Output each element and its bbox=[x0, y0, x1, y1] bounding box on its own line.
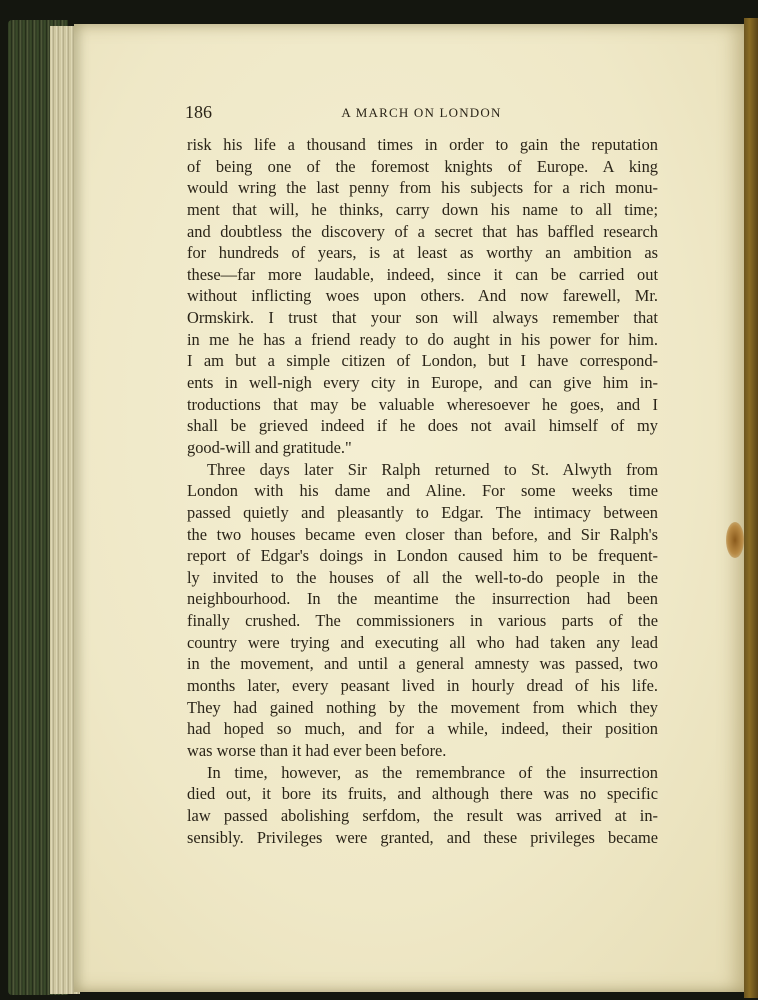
paper-stain bbox=[726, 522, 744, 558]
text-line: country were trying and executing all who had taken any lead bbox=[187, 632, 658, 652]
text-line: report of Edgar's doings in London caused him to be frequent- bbox=[187, 546, 658, 566]
text-line: of being one of the foremost knights of Europe. A king bbox=[187, 156, 658, 176]
text-line: risk his life a thousand times in order to gain the reputation bbox=[187, 135, 658, 154]
text-line: the two houses became even closer than before, and Sir Ralph's bbox=[187, 524, 658, 544]
text-line: died out, it bore its fruits, and although there was no specific bbox=[187, 784, 658, 804]
running-title: A MARCH ON LONDON bbox=[341, 105, 502, 120]
text-line: these—far more laudable, indeed, since it can be carried out bbox=[187, 264, 658, 284]
text-line: passed quietly and pleasantly to Edgar. The intimacy between bbox=[187, 502, 658, 522]
text-line: They had gained nothing by the movement from which they bbox=[187, 697, 658, 717]
text-line: in me he has a friend ready to do aught in his power for him. bbox=[187, 329, 658, 349]
text-line: neighbourhood. In the meantime the insurrection had been bbox=[187, 589, 658, 609]
text-line: troductions that may be valuable wheresoever he goes, and I bbox=[187, 394, 658, 414]
text-line: Ormskirk. I trust that your son will always remember that bbox=[187, 308, 658, 328]
page-header bbox=[185, 102, 658, 124]
text-line: would wring the last penny from his subjects for a rich monu- bbox=[187, 178, 658, 198]
text-line: without inflicting woes upon others. And now farewell, Mr. bbox=[187, 286, 658, 306]
text-line: was worse than it had ever been before. bbox=[187, 740, 447, 760]
text-line: Three days later Sir Ralph returned to St. Alwyth from bbox=[207, 459, 658, 479]
text-line: finally crushed. The commissioners in various parts of the bbox=[187, 611, 658, 631]
text-line: shall be grieved indeed if he does not avail himself of my bbox=[187, 416, 658, 436]
body-text bbox=[187, 134, 658, 848]
text-line: I am but a simple citizen of London, but I have correspond- bbox=[187, 351, 658, 371]
page-number: 186 bbox=[185, 102, 212, 122]
text-line: ment that will, he thinks, carry down his name to all time; bbox=[187, 199, 658, 219]
text-line: months later, every peasant lived in hourly dread of his life. bbox=[187, 676, 658, 696]
facing-page-edge bbox=[744, 18, 758, 998]
text-line: in the movement, and until a general amnesty was passed, two bbox=[187, 654, 658, 674]
text-line: for hundreds of years, is at least as worthy an ambition as bbox=[187, 243, 658, 263]
text-line: and doubtless the discovery of a secret that has baffled research bbox=[187, 221, 658, 241]
text-line: In time, however, as the remembrance of the insurrection bbox=[207, 762, 658, 782]
text-line: sensibly. Privileges were granted, and these privileges became bbox=[187, 827, 658, 847]
text-line: law passed abolishing serfdom, the result was arrived at in- bbox=[187, 805, 658, 825]
text-line: ly invited to the houses of all the well-to-do people in the bbox=[187, 567, 658, 587]
text-line: ents in well-nigh every city in Europe, and can give him in- bbox=[187, 373, 658, 393]
text-line: good-will and gratitude." bbox=[187, 437, 352, 457]
text-line: had hoped so much, and for a while, indeed, their position bbox=[187, 719, 658, 739]
text-line: London with his dame and Aline. For some weeks time bbox=[187, 481, 658, 501]
